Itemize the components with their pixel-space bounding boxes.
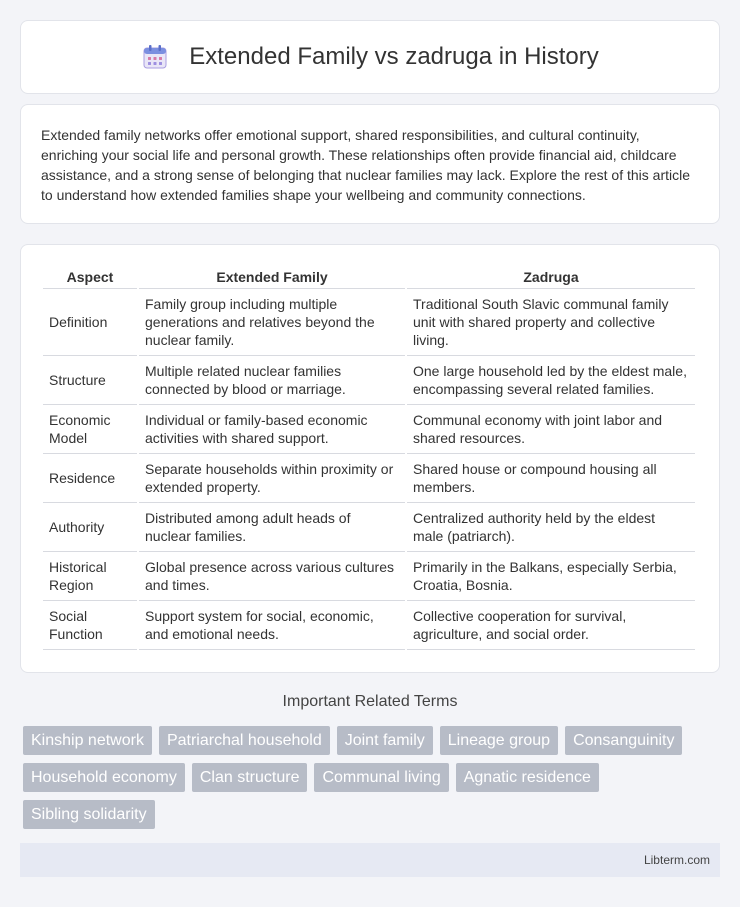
row-extended-family: Support system for social, economic, and emotional needs.	[139, 601, 405, 650]
table-row	[43, 552, 695, 601]
footer	[20, 843, 720, 877]
table-row	[43, 356, 695, 405]
row-extended-family: Individual or family-based economic activities with shared support.	[139, 405, 405, 454]
related-term-tag[interactable]: Household economy	[23, 763, 185, 792]
table-header-row	[43, 265, 695, 289]
row-aspect: Residence	[43, 454, 137, 503]
intro-card	[20, 104, 720, 224]
row-extended-family: Family group including multiple generations and relatives beyond the nuclear family.	[139, 289, 405, 356]
row-extended-family: Distributed among adult heads of nuclear families.	[139, 503, 405, 552]
row-aspect: Economic Model	[43, 405, 137, 454]
related-term-tag[interactable]: Agnatic residence	[456, 763, 599, 792]
row-extended-family: Multiple related nuclear families connected by blood or marriage.	[139, 356, 405, 405]
related-term-tag[interactable]: Clan structure	[192, 763, 308, 792]
comparison-table	[41, 265, 697, 650]
row-extended-family: Separate households within proximity or extended property.	[139, 454, 405, 503]
related-terms-title: Important Related Terms	[282, 693, 458, 710]
comparison-card	[20, 244, 720, 673]
intro-text: Extended family networks offer emotional support, shared responsibilities, and cultural continuity, enriching your social life and personal growth. These relationships often provide financial aid, childcare assistance, and a strong sense of belonging that nuclear families may lack. Explore the rest of this article to understand how extended families shape your wellbeing and community connections.	[41, 127, 691, 203]
footer-site-link[interactable]: Libterm.com	[643, 853, 710, 867]
row-extended-family: Global presence across various cultures and times.	[139, 552, 405, 601]
related-term-tag[interactable]: Consanguinity	[565, 726, 682, 755]
row-aspect: Structure	[43, 356, 137, 405]
row-zadruga: Collective cooperation for survival, agriculture, and social order.	[407, 601, 695, 650]
row-zadruga: Centralized authority held by the eldest male (patriarch).	[407, 503, 695, 552]
row-aspect: Historical Region	[43, 552, 137, 601]
related-term-tag[interactable]: Communal living	[314, 763, 448, 792]
related-term-tag[interactable]: Sibling solidarity	[23, 800, 155, 829]
table-row	[43, 601, 695, 650]
related-term-tag[interactable]: Lineage group	[440, 726, 558, 755]
table-row	[43, 405, 695, 454]
row-zadruga: Primarily in the Balkans, especially Serbia, Croatia, Bosnia.	[407, 552, 695, 601]
row-zadruga: Traditional South Slavic communal family unit with shared property and collective living.	[407, 289, 695, 356]
header-zadruga: Zadruga	[407, 265, 695, 289]
header-extended-family: Extended Family	[139, 265, 405, 289]
related-term-tag[interactable]: Joint family	[337, 726, 433, 755]
row-zadruga: One large household led by the eldest male, encompassing several related families.	[407, 356, 695, 405]
table-row	[43, 454, 695, 503]
related-term-tag[interactable]: Patriarchal household	[159, 726, 330, 755]
title-card	[20, 20, 720, 94]
header-aspect: Aspect	[43, 265, 137, 289]
row-zadruga: Shared house or compound housing all members.	[407, 454, 695, 503]
row-zadruga: Communal economy with joint labor and shared resources.	[407, 405, 695, 454]
related-term-tag[interactable]: Kinship network	[23, 726, 152, 755]
row-aspect: Authority	[43, 503, 137, 552]
related-terms-list	[23, 726, 713, 829]
table-row	[43, 289, 695, 356]
calendar-icon	[141, 43, 169, 71]
page-title: Extended Family vs zadruga in History	[189, 43, 599, 70]
row-aspect: Social Function	[43, 601, 137, 650]
row-aspect: Definition	[43, 289, 137, 356]
table-row	[43, 503, 695, 552]
